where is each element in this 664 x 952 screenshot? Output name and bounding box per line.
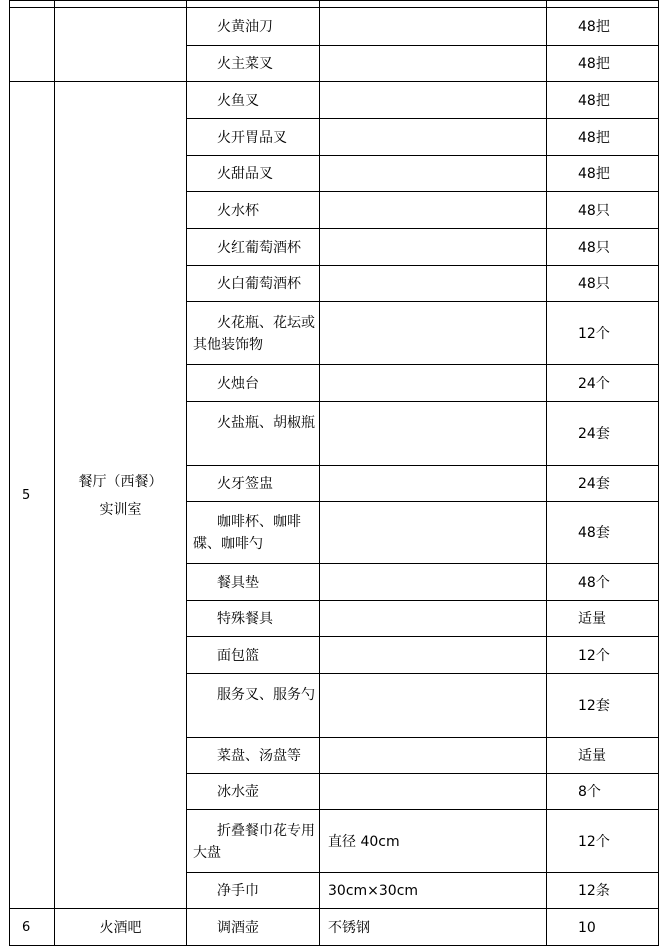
grid-line xyxy=(186,465,659,466)
grid-line xyxy=(9,908,659,909)
table-cell-spec: 30cm×30cm xyxy=(328,883,419,899)
grid-line xyxy=(9,0,659,1)
grid-line xyxy=(186,228,659,229)
table-cell-quantity: 12套 xyxy=(578,698,610,714)
grid-line xyxy=(186,636,659,637)
grid-line xyxy=(186,773,659,774)
grid-line xyxy=(9,0,10,946)
grid-line xyxy=(9,7,659,8)
table-cell-quantity: 48只 xyxy=(578,240,610,256)
grid-line xyxy=(658,0,659,946)
table-cell-item: 火主菜叉 xyxy=(217,56,273,72)
grid-line xyxy=(186,872,659,873)
grid-line xyxy=(186,301,659,302)
grid-line xyxy=(186,563,659,564)
table-cell-item: 火盐瓶、胡椒瓶 xyxy=(217,415,315,431)
table-cell-quantity: 10 xyxy=(578,920,596,936)
grid-line xyxy=(186,737,659,738)
table-cell-quantity: 12个 xyxy=(578,326,610,342)
table-cell-quantity: 24套 xyxy=(578,426,610,442)
grid-line xyxy=(186,45,659,46)
table-cell-quantity: 48只 xyxy=(578,276,610,292)
table-cell-quantity: 48把 xyxy=(578,56,610,72)
table-cell-item: 火黄油刀 xyxy=(217,19,273,35)
table-cell-item: 面包篮 xyxy=(217,648,259,664)
table-cell-quantity: 12个 xyxy=(578,834,610,850)
grid-line xyxy=(186,364,659,365)
table-cell-item: 火花瓶、花坛或其他装饰物 xyxy=(193,315,315,353)
table-cell-quantity: 48把 xyxy=(578,19,610,35)
table-cell-category xyxy=(55,914,186,942)
table-cell-item: 火白葡萄酒杯 xyxy=(217,276,301,292)
table-cell-quantity: 48只 xyxy=(578,203,610,219)
table-cell-quantity: 适量 xyxy=(578,748,606,764)
category-line: 火酒吧 xyxy=(99,920,142,936)
table-cell-spec: 直径 40cm xyxy=(328,834,400,850)
grid-line xyxy=(186,191,659,192)
table-cell-quantity: 48把 xyxy=(578,93,610,109)
table-cell-quantity: 48套 xyxy=(578,525,610,541)
table-cell-item: 调酒壶 xyxy=(217,920,259,936)
grid-line xyxy=(186,155,659,156)
category-line: 餐厅（西餐） xyxy=(78,474,163,490)
table-cell-quantity: 12个 xyxy=(578,648,610,664)
grid-line xyxy=(186,118,659,119)
table-cell-quantity: 12条 xyxy=(578,883,610,899)
table-cell-item: 冰水壶 xyxy=(217,784,259,800)
table-cell-number: 5 xyxy=(22,488,31,503)
table-cell-number: 6 xyxy=(22,920,31,935)
table-cell-item: 火甜品叉 xyxy=(217,166,273,182)
table-cell-spec: 不锈钢 xyxy=(328,920,370,936)
grid-line xyxy=(186,265,659,266)
table-cell-item: 服务叉、服务勺 xyxy=(217,687,315,703)
table-cell-quantity: 48把 xyxy=(578,130,610,146)
table-cell-quantity: 适量 xyxy=(578,611,606,627)
category-line: 实训室 xyxy=(99,502,142,518)
grid-line xyxy=(186,501,659,502)
grid-line xyxy=(9,945,659,946)
table-cell-item: 火鱼叉 xyxy=(217,93,259,109)
table-cell-item: 净手巾 xyxy=(217,883,259,899)
table-cell-item: 折叠餐巾花专用大盘 xyxy=(193,823,315,861)
table-cell-item: 火烛台 xyxy=(217,376,259,392)
table-cell-category xyxy=(55,468,186,524)
grid-line xyxy=(186,809,659,810)
grid-line xyxy=(319,0,320,946)
table-cell-item: 火红葡萄酒杯 xyxy=(217,240,301,256)
table-cell-quantity: 24个 xyxy=(578,376,610,392)
grid-line xyxy=(9,81,659,82)
table-cell-quantity: 48个 xyxy=(578,575,610,591)
table-cell-item: 餐具垫 xyxy=(217,575,259,591)
table-cell-item: 咖啡杯、咖啡碟、咖啡勺 xyxy=(193,514,301,552)
table-cell-item: 特殊餐具 xyxy=(217,611,273,627)
table-cell-quantity: 48把 xyxy=(578,166,610,182)
grid-line xyxy=(186,401,659,402)
table-cell-item: 火开胃品叉 xyxy=(217,130,287,146)
table-cell-quantity: 8个 xyxy=(578,784,601,800)
table-cell-item: 火牙签盅 xyxy=(217,476,273,492)
table-cell-item: 火水杯 xyxy=(217,203,259,219)
grid-line xyxy=(186,673,659,674)
table-cell-quantity: 24套 xyxy=(578,476,610,492)
grid-line xyxy=(186,600,659,601)
table-cell-item: 菜盘、汤盘等 xyxy=(217,748,301,764)
